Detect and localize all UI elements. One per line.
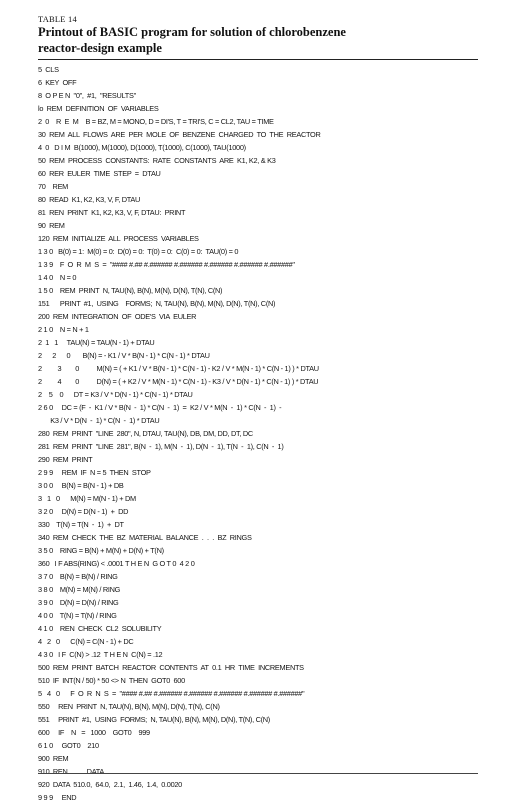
program-line: 1 3 9 F O R M S = "#### #.## #.###### #.###### #.###### #.###### #.######" <box>38 260 295 269</box>
program-line: 3 5 0 RING = B(N) + M(N) + D(N) + T(N) <box>38 546 164 555</box>
program-line: 60 RER EULER TIME STEP = DTAU <box>38 169 161 178</box>
program-line: 281 REM PRINT "LINE 281", B(N - 1), M(N - 1), D(N - 1), T(N - 1), C(N - 1) <box>38 442 284 451</box>
program-line: 1 4 0 N = 0 <box>38 273 77 282</box>
program-line: 151 PRINT #1, USING FORMS; N, TAU(N), B(N), M(N), D(N), T(N), C(N) <box>38 299 276 308</box>
program-line: 6 KEY OFF <box>38 78 77 87</box>
program-line: 5 4 0 F O R N S = "#### #.## #.###### #.###### #.###### #.###### #.######" <box>38 689 305 698</box>
program-line: 2 4 0 D(N) = ( + K2 / V * M(N - 1) * C(N - 1) - K3 / V * D(N - 1) * C(N - 1) ) * DTAU <box>38 377 319 386</box>
program-line: 9 9 9 END <box>38 793 77 802</box>
program-line: 2 0 R E M B = BZ, M = MONO, D = DI'S, T = TRI'S, C = CL2, TAU = TIME <box>38 117 274 126</box>
program-line: 1 3 0 B(0) = 1: M(0) = 0: D(0) = 0: T(0) = 0: C(0) = 0: TAU(0) = 0 <box>38 247 239 256</box>
program-line: 900 REM <box>38 754 69 763</box>
program-line: 5 CLS <box>38 65 59 74</box>
program-line: 551 PRINT #1, USING FORMS; N, TAU(N), B(N), M(N), D(N), T(N), C(N) <box>38 715 270 724</box>
program-line: 550 REN PRINT N, TAU(N), B(N), M(N), D(N), T(N), C(N) <box>38 702 220 711</box>
program-line: 500 REM PRINT BATCH REACTOR CONTENTS AT 0.1 HR TIME INCREMENTS <box>38 663 304 672</box>
program-listing <box>38 63 478 804</box>
caption-rule <box>38 59 478 60</box>
program-line: 3 9 0 D(N) = D(N) / RING <box>38 598 119 607</box>
program-line: 90 REM <box>38 221 65 230</box>
program-line: 3 2 0 D(N) = D(N - 1) + DD <box>38 507 129 516</box>
program-line: 4 2 0 C(N) = C(N - 1) + DC <box>38 637 134 646</box>
program-line: 600 IF N = 1000 GOT0 999 <box>38 728 150 737</box>
program-line: 330 T(N) = T(N - 1) + DT <box>38 520 124 529</box>
program-line: 2 6 0 DC = (F - K1 / V * B(N - 1) * C(N - 1) = K2 / V * M(N - 1) * C(N - 1) - <box>38 403 282 412</box>
table-bottom-rule <box>38 773 478 774</box>
program-line: 2 1 1 TAU(N) = TAU(N - 1) + DTAU <box>38 338 155 347</box>
program-line: 360 I F ABS(RING) < .0001 T H E N G O T 0 4 2 0 <box>38 559 195 568</box>
program-line: 4 0 D I M B(1000), M(1000), D(1000), T(1000), C(1000), TAU(1000) <box>38 143 246 152</box>
program-line: 70 REM <box>38 182 69 191</box>
program-line: 290 REM PRINT <box>38 455 93 464</box>
program-line: 3 7 0 B(N) = B(N) / RING <box>38 572 118 581</box>
program-line: 340 REM CHECK THE BZ MATERIAL BALANCE . . . BZ RINGS <box>38 533 252 542</box>
program-line: 6 1 0 GOT0 210 <box>38 741 99 750</box>
program-line: 81 REN PRINT K1, K2, K3, V, F, DTAU: PRINT <box>38 208 186 217</box>
program-line: 910 REN . . . DATA . . . <box>38 767 120 776</box>
program-line: 4 3 0 I F C(N) > .12 T H E N C(N) = .12 <box>38 650 163 659</box>
program-line: 2 5 0 DT = K3 / V * D(N - 1) * C(N - 1) * DTAU <box>38 390 193 399</box>
program-line: 30 REM ALL FLOWS ARE PER MOLE OF BENZENE CHARGED TO THE REACTOR <box>38 130 321 139</box>
program-line: lo REM DEFINITION OF VARIABLES <box>38 104 159 113</box>
program-line: 4 0 0 T(N) = T(N) / RING <box>38 611 117 620</box>
program-line: 2 9 9 REM IF N = 5 THEN STOP <box>38 468 151 477</box>
program-line: 80 READ K1, K2, K3, V, F, DTAU <box>38 195 141 204</box>
program-line: 200 REM INTEGRATION OF ODE'S VIA EULER <box>38 312 197 321</box>
program-line: 280 REM PRINT "LINE 280", N, DTAU, TAU(N), DB, DM, DD, DT, DC <box>38 429 253 438</box>
table-number: TABLE 14 <box>38 14 77 24</box>
program-line: 3 1 0 M(N) = M(N - 1) + DM <box>38 494 136 503</box>
program-line: 1 5 0 REM PRINT N, TAU(N), B(N), M(N), D(N), T(N), C(N) <box>38 286 223 295</box>
program-line: 8 O P E N "0", #1, "RESULTS" <box>38 91 136 100</box>
program-line: K3 / V * D(N - 1) * C(N - 1) * DTAU <box>38 416 160 425</box>
program-line: 2 1 0 N = N + 1 <box>38 325 89 334</box>
program-line: 50 REM PROCESS CONSTANTS: RATE CONSTANTS ARE K1, K2, & K3 <box>38 156 276 165</box>
program-line: 4 1 0 REN CHECK CL2 SOLUBILITY <box>38 624 162 633</box>
program-line: 120 REM INITIALIZE ALL PROCESS VARIABLES <box>38 234 199 243</box>
program-line: 3 0 0 B(N) = B(N - 1) + DB <box>38 481 124 490</box>
program-line: 3 8 0 M(N) = M(N) / RING <box>38 585 121 594</box>
table-caption: Printout of BASIC program for solution of chlorobenzene reactor-design example <box>38 25 346 55</box>
program-line: 920 DATA 510.0, 64.0, 2.1, 1.46, 1.4, 0.0020 <box>38 780 182 789</box>
program-line: 2 3 0 M(N) = ( + K1 / V * B(N - 1) * C(N - 1) - K2 / V * M(N - 1) * C(N - 1) ) * DTAU <box>38 364 319 373</box>
table-page <box>38 14 478 804</box>
program-line: 2 2 0 B(N) = - K1 / V * B(N - 1) * C(N - 1) * DTAU <box>38 351 210 360</box>
program-line: 510 IF INT(N / 50) * 50 <> N THEN GOT0 600 <box>38 676 185 685</box>
